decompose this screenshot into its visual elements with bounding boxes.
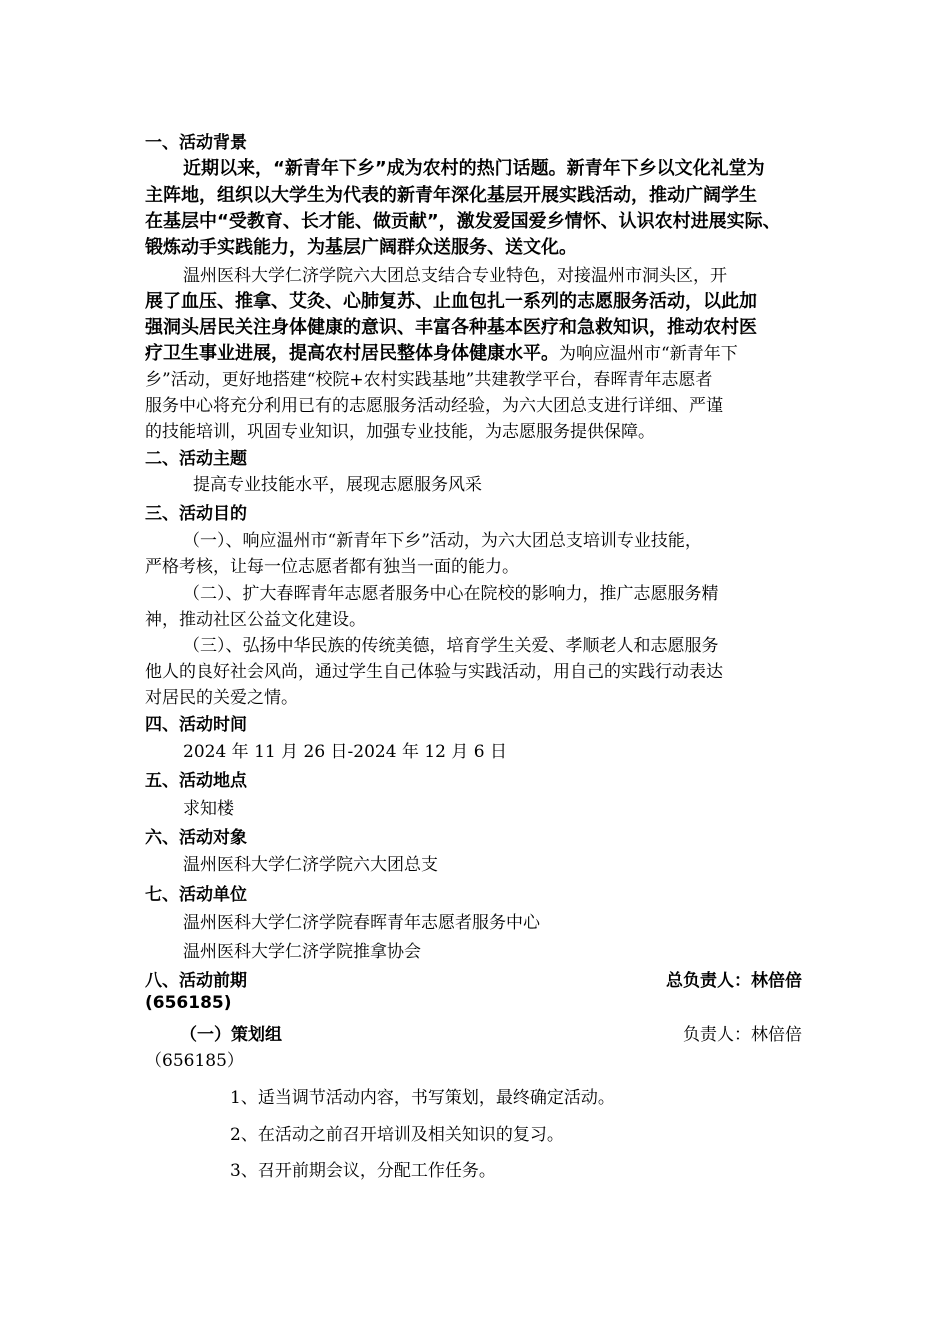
section-3-title: 三、活动目的 [145, 504, 247, 524]
section-2-title: 二、活动主题 [145, 449, 247, 469]
section-4-title: 四、活动时间 [145, 715, 247, 735]
s5-text: 求知楼 [183, 799, 234, 819]
section-8-title: 八、活动前期 [145, 971, 247, 991]
s3-line-1: （一）、响应温州市“新青年下乡”活动，为六大团总支培训专业技能， [183, 531, 702, 551]
section-6-title: 六、活动对象 [145, 828, 247, 848]
s3-line-4: 神，推动社区公益文化建设。 [145, 610, 366, 630]
s3-line-2: 严格考核，让每一位志愿者都有独当一面的能力。 [145, 557, 519, 577]
s1-p2-line-4-bold: 疗卫生事业进展，提高农村居民整体身体健康水平。 [145, 343, 559, 364]
s8-phone: (656185) [145, 993, 232, 1013]
s1-p2-line-6: 服务中心将充分利用已有的志愿服务活动经验，为六大团总支进行详细、严谨 [145, 396, 723, 416]
s8-item-3: 3、召开前期会议，分配工作任务。 [230, 1161, 496, 1181]
s1-p1-line-2: 主阵地，组织以大学生为代表的新青年深化基层开展实践活动，推动广阔学生 [145, 185, 757, 206]
s7-line-2: 温州医科大学仁济学院推拿协会 [183, 942, 421, 962]
s1-p2-line-1: 温州医科大学仁济学院六大团总支结合专业特色，对接温州市洞头区，开 [183, 266, 727, 286]
section-5-title: 五、活动地点 [145, 771, 247, 791]
s6-text: 温州医科大学仁济学院六大团总支 [183, 855, 438, 875]
section-7-title: 七、活动单位 [145, 885, 247, 905]
s8-item-1: 1、适当调节活动内容，书写策划，最终确定活动。 [230, 1088, 615, 1108]
s1-p1-line-1: 近期以来，“新青年下乡”成为农村的热门话题。新青年下乡以文化礼堂为 [183, 158, 765, 179]
s1-p2-line-2: 展了血压、推拿、艾灸、心肺复苏、止血包扎一系列的志愿服务活动，以此加 [145, 291, 757, 312]
s1-p2-line-4 [145, 339, 738, 365]
s1-p2-line-5: 乡”活动，更好地搭建“校院+农村实践基地”共建教学平台，春晖青年志愿者 [145, 370, 713, 390]
s8-sub-phone: （656185） [145, 1051, 244, 1071]
s3-line-3: （二）、扩大春晖青年志愿者服务中心在院校的影响力，推广志愿服务精 [183, 584, 719, 604]
s1-p2-line-3: 强洞头居民关注身体健康的意识、丰富各种基本医疗和急救知识，推动农村医 [145, 317, 757, 338]
s8-sub-leader: 负责人：林倍倍 [683, 1025, 802, 1045]
s4-text: 2024 年 11 月 26 日-2024 年 12 月 6 日 [183, 742, 508, 762]
s7-line-1: 温州医科大学仁济学院春晖青年志愿者服务中心 [183, 913, 540, 933]
s3-line-7: 对居民的关爱之情。 [145, 688, 298, 708]
section-1-title: 一、活动背景 [145, 133, 247, 153]
s8-leader: 总负责人：林倍倍 [666, 971, 802, 991]
s3-line-6: 他人的良好社会风尚，通过学生自己体验与实践活动，用自己的实践行动表达 [145, 662, 723, 682]
s1-p1-line-3: 在基层中“受教育、长才能、做贡献”，激发爱国爱乡情怀、认识农村进展实际、 [145, 211, 781, 232]
s8-sub-title: （一）策划组 [180, 1025, 282, 1045]
s8-item-2: 2、在活动之前召开培训及相关知识的复习。 [230, 1125, 564, 1145]
s1-p1-line-4: 锻炼动手实践能力，为基层广阔群众送服务、送文化。 [145, 237, 577, 258]
s1-p2-line-4-regular: 为响应温州市“新青年下 [559, 344, 738, 364]
s3-line-5: （三）、弘扬中华民族的传统美德，培育学生关爱、孝顺老人和志愿服务 [183, 636, 719, 656]
s1-p2-line-7: 的技能培训，巩固专业知识，加强专业技能，为志愿服务提供保障。 [145, 422, 655, 442]
s2-text: 提高专业技能水平，展现志愿服务风采 [193, 475, 482, 495]
